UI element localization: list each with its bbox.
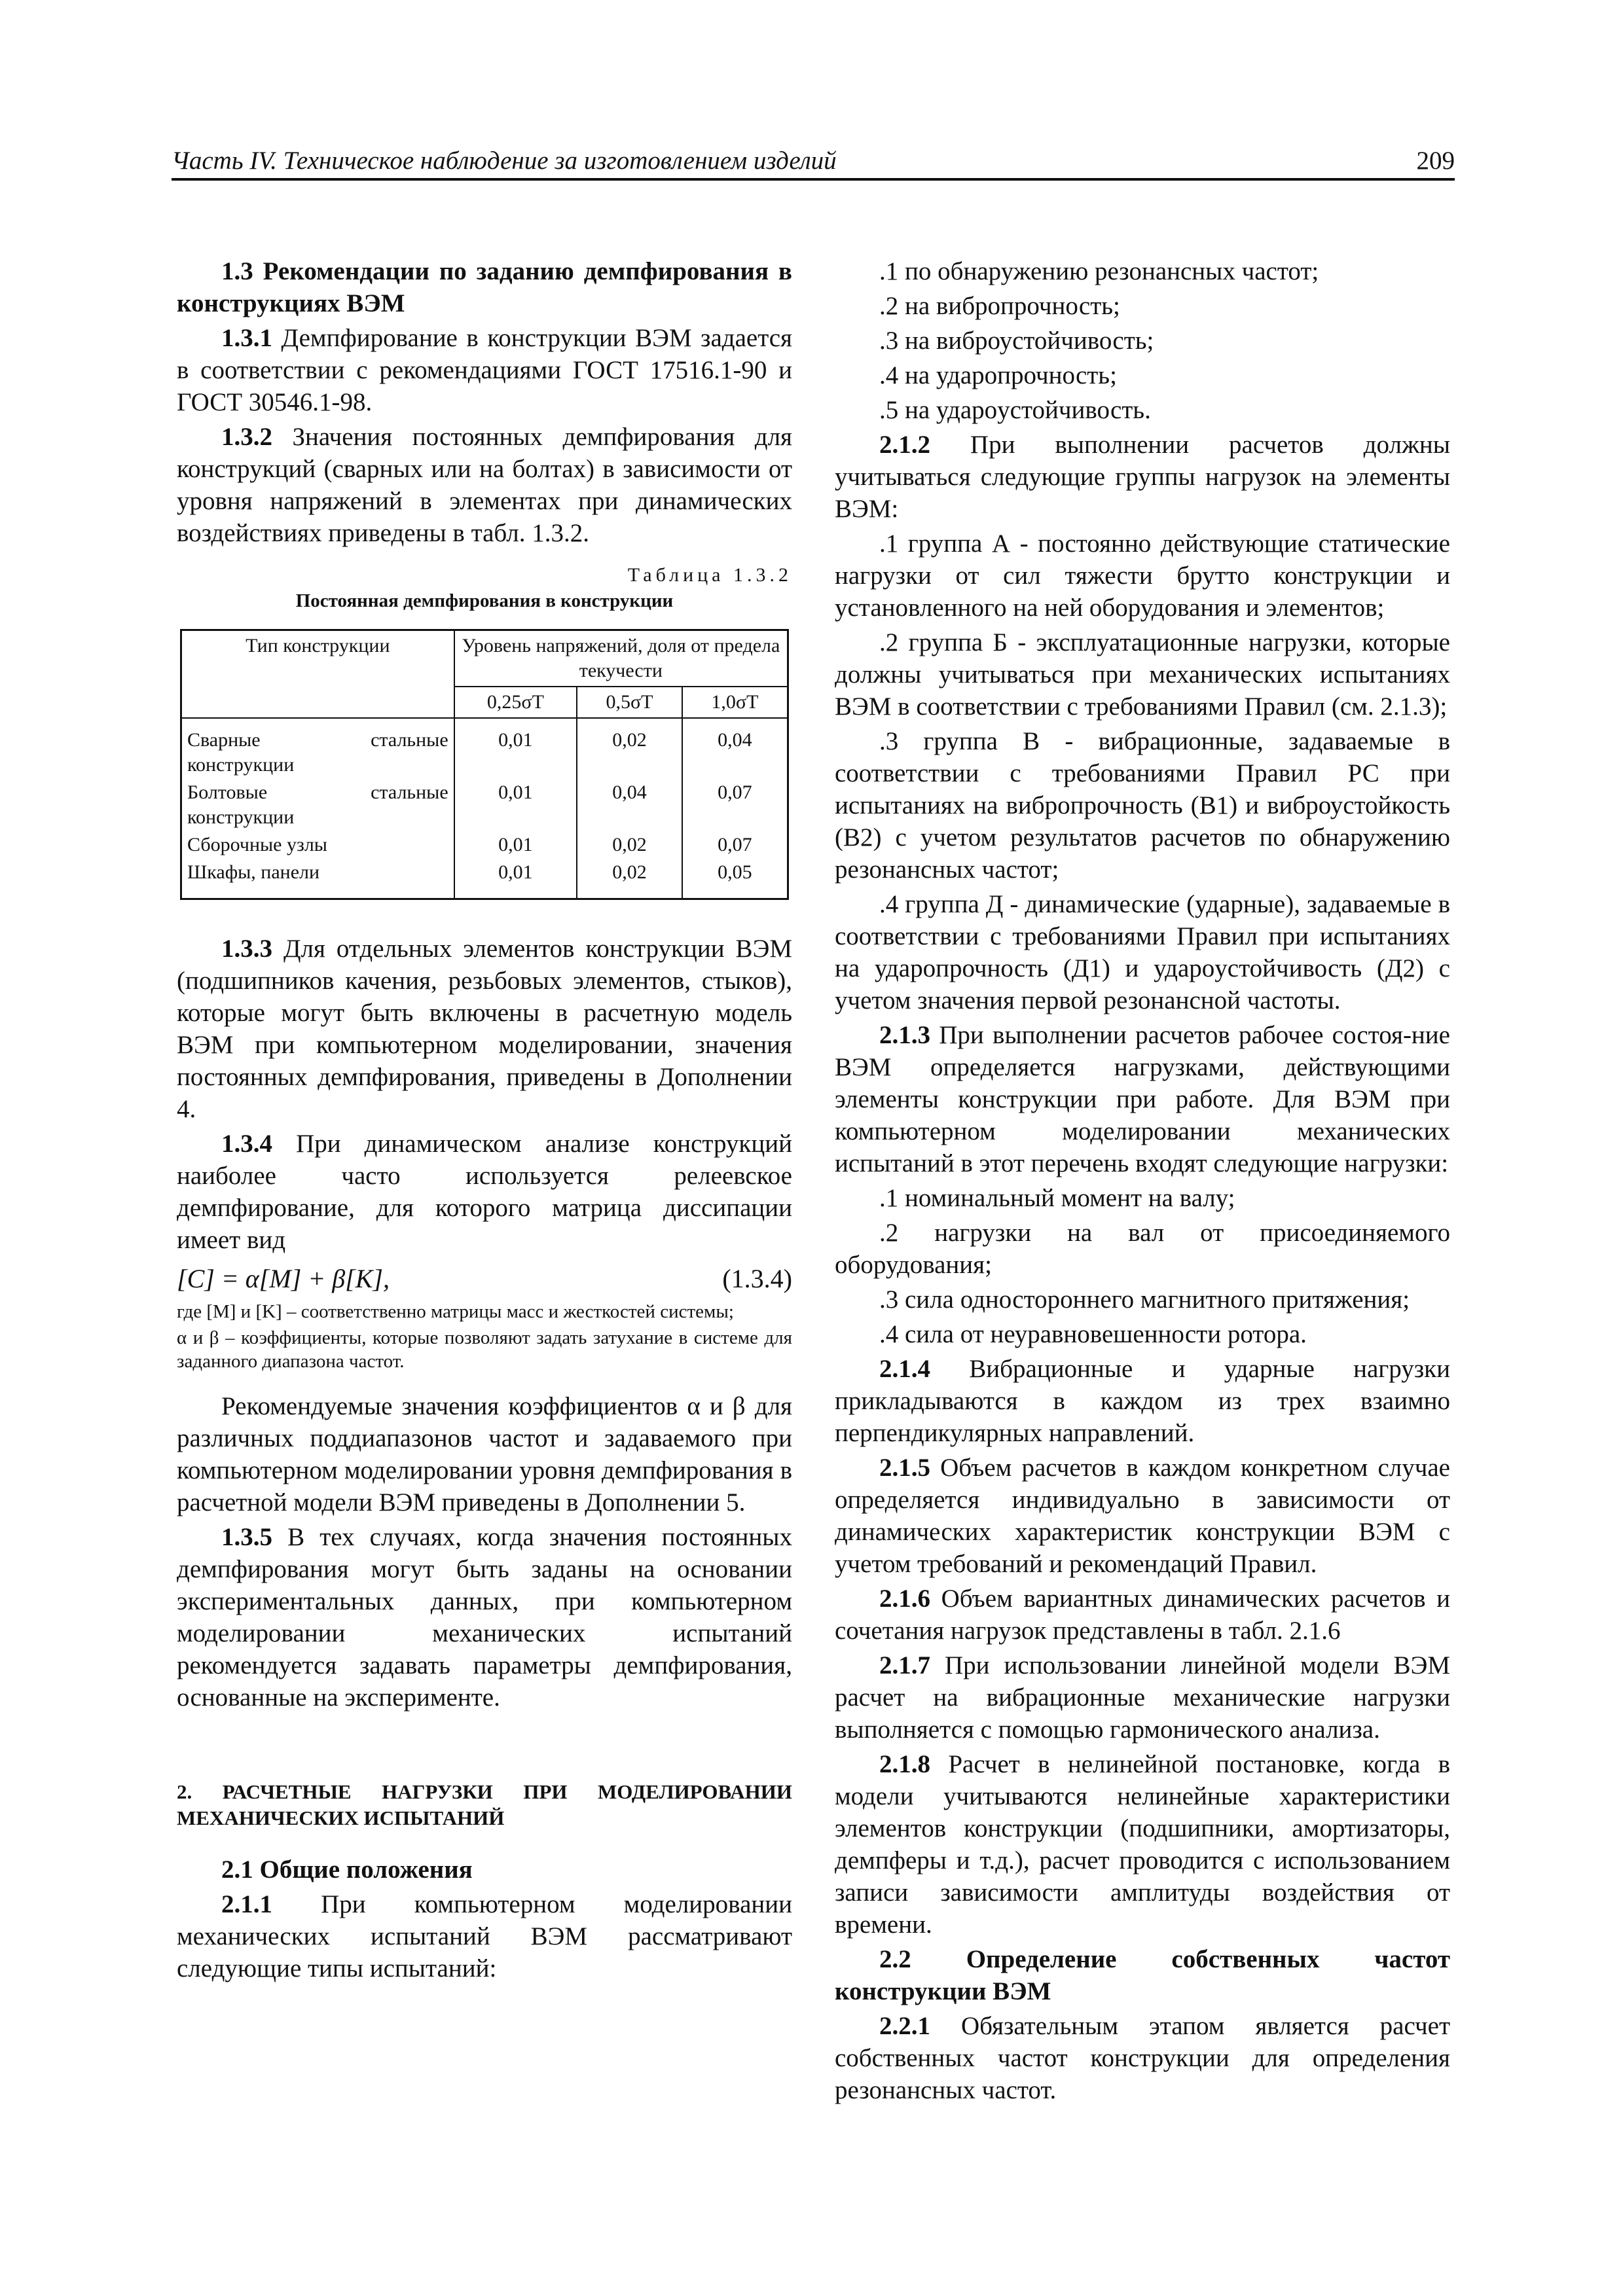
table-cell: Шкафы, панели xyxy=(181,859,454,899)
loads-list xyxy=(835,1182,1450,1350)
table-cell: 0,01 xyxy=(454,718,577,779)
para-number: 2.1.2 xyxy=(879,431,930,459)
list-item: .3 на виброустойчивость; xyxy=(879,327,1154,355)
paragraph-1-3-1 xyxy=(177,322,792,418)
para-number: 2.2.1 xyxy=(879,2012,930,2040)
paragraph-1-3-3 xyxy=(177,933,792,1125)
load-group-v: .3 группа В - вибрационные, задаваемые в соответствии с требованиями Правил РС при испытаниях на вибропрочность (В1) и виброустойкость (В2) с учетом результатов расчетов по обнаружению резонансных частот; xyxy=(835,727,1450,884)
paragraph-2-1-3 xyxy=(835,1019,1450,1179)
left-column xyxy=(177,255,792,1987)
table-cell: 0,02 xyxy=(577,718,682,779)
table-subheader: 0,5σТ xyxy=(577,687,682,718)
paragraph-2-2-1 xyxy=(835,2010,1450,2106)
paragraph-2-1-6 xyxy=(835,1583,1450,1647)
table-subheader: 1,0σТ xyxy=(682,687,788,718)
list-item: .4 сила от неуравновешенности ротора. xyxy=(879,1320,1307,1348)
table-title: Постоянная демпфирования в конструкции xyxy=(295,590,674,611)
table-cell: 0,07 xyxy=(682,831,788,859)
load-group-a: .1 группа А - постоянно действующие статические нагрузки от сил тяжести брутто конструкции и установленного на ней оборудования и элементов; xyxy=(835,529,1450,622)
para-number: 2.1.5 xyxy=(879,1454,930,1482)
paragraph-recommendations: Рекомендуемые значения коэффициентов α и β для различных поддиапазонов частот и задаваемого при компьютерном моделировании уровня демпфирования в расчетной модели ВЭМ приведены в Дополнении 5. xyxy=(177,1392,792,1516)
paragraph-1-3-5 xyxy=(177,1521,792,1713)
section-2-1-heading: 2.1 Общие положения xyxy=(221,1856,473,1884)
section-1-3-heading: 1.3 Рекомендации по заданию демпфирования в конструкциях ВЭМ xyxy=(177,257,792,317)
table-cell: 0,04 xyxy=(682,718,788,779)
formula-note-1: где [M] и [K] – соответственно матрицы масс и жесткостей системы; xyxy=(177,1301,734,1322)
list-item: .1 по обнаружению резонансных частот; xyxy=(879,257,1319,285)
table-cell: 0,01 xyxy=(454,831,577,859)
table-cell: 0,02 xyxy=(577,831,682,859)
para-number: 1.3.3 xyxy=(221,935,272,963)
para-text: При компьютерном моделировании механических испытаний ВЭМ рассматривают следующие типы испытаний: xyxy=(177,1890,792,1982)
paragraph-2-1-7 xyxy=(835,1649,1450,1746)
table-cell: Сварные стальные конструкции xyxy=(181,718,454,779)
load-group-d: .4 группа Д - динамические (ударные), задаваемые в соответствии с требованиями Правил при испытаниях на ударопрочность (Д1) и ударoустойчивость (Д2) с учетом значения первой резонансной частоты. xyxy=(835,890,1450,1014)
section-2-2-heading: 2.2 Определение собственных частот конструкции ВЭМ xyxy=(835,1945,1450,2005)
para-number: 1.3.2 xyxy=(221,423,272,451)
para-text: При выполнении расчетов рабочее состоя-ние ВЭМ определяется нагрузками, действующими элементы конструкции при работе. Для ВЭМ при компьютерном моделировании механических испытаний в этот перечень входят следующие нагрузки: xyxy=(835,1021,1450,1177)
paragraph-2-1-1 xyxy=(177,1888,792,1984)
list-item: .2 нагрузки на вал от присоединяемого оборудования; xyxy=(835,1219,1450,1279)
para-text: Расчет в нелинейной постановке, когда в модели учитываются нелинейные характеристики элементов конструкции (подшипники, амортизаторы, демпферы и т.д.), расчет проводится с использованием записи зависимости амплитуды воздействия от времени. xyxy=(835,1750,1450,1939)
table-header-type: Тип конструкции xyxy=(181,630,454,719)
paragraph-2-1-5 xyxy=(835,1452,1450,1580)
para-number: 1.3.5 xyxy=(221,1523,272,1551)
table-cell: 0,01 xyxy=(454,779,577,831)
para-text: Обязательным этапом является расчет собственных частот конструкции для определения резонансных частот. xyxy=(835,2012,1450,2104)
section-2-heading: 2. РАСЧЕТНЫЕ НАГРУЗКИ ПРИ МОДЕЛИРОВАНИИ МЕХАНИЧЕСКИХ ИСПЫТАНИЙ xyxy=(177,1780,792,1829)
table-cell: 0,01 xyxy=(454,859,577,899)
para-text: Демпфирование в конструкции ВЭМ задается в соответствии с рекомендациями ГОСТ 17516.1-90 и ГОСТ 30546.1-98. xyxy=(177,324,792,416)
list-item: .1 номинальный момент на валу; xyxy=(879,1184,1235,1212)
formula-expression: [C] = α[M] + β[K], xyxy=(177,1264,390,1293)
para-number: 1.3.1 xyxy=(221,324,272,352)
para-text: Объем расчетов в каждом конкретном случае определяется индивидуально в зависимости от динамических характеристик конструкции ВЭМ с учетом требований и рекомендаций Правил. xyxy=(835,1454,1450,1578)
header-rule xyxy=(172,178,1455,181)
para-text: При динамическом анализе конструкций наиболее часто используется релеевское демпфирование, для которого матрица диссипации имеет вид xyxy=(177,1130,792,1254)
table-row xyxy=(181,831,788,859)
paragraph-1-3-4 xyxy=(177,1128,792,1256)
para-text: Объем вариантных динамических расчетов и сочетания нагрузок представлены в табл. 2.1.6 xyxy=(835,1585,1450,1645)
table-cell: 0,04 xyxy=(577,779,682,831)
paragraph-2-1-8 xyxy=(835,1748,1450,1941)
table-cell: Сборочные узлы xyxy=(181,831,454,859)
para-text: Вибрационные и ударные нагрузки прикладываются в каждом из трех взаимно перпендикулярных направлений. xyxy=(835,1355,1450,1447)
para-text: При использовании линейной модели ВЭМ расчет на вибрационные механические нагрузки выполняется с помощью гармонического анализа. xyxy=(835,1651,1450,1744)
table-row xyxy=(181,718,788,779)
page-number: 209 xyxy=(1416,147,1455,175)
para-number: 2.1.7 xyxy=(879,1651,930,1679)
para-number: 2.1.6 xyxy=(879,1585,930,1613)
damping-table xyxy=(180,629,789,900)
formula-number: (1.3.4) xyxy=(722,1264,792,1293)
table-row xyxy=(181,859,788,899)
para-text: В тех случаях, когда значения постоянных демпфирования могут быть заданы на основании экспериментальных данных, при компьютерном моделировании механических испытаний рекомендуется задавать параметры демпфирования, основанные на эксперименте. xyxy=(177,1523,792,1712)
table-cell: 0,05 xyxy=(682,859,788,899)
para-number: 2.1.1 xyxy=(221,1890,272,1918)
table-cell: 0,02 xyxy=(577,859,682,899)
table-cell: Болтовые стальные конструкции xyxy=(181,779,454,831)
running-header xyxy=(172,141,1455,180)
formula-note-2: α и β – коэффициенты, которые позволяют задать затухание в системе для заданного диапазона частот. xyxy=(177,1327,792,1372)
para-number: 2.1.3 xyxy=(879,1021,930,1049)
table-caption: Таблица 1.3.2 xyxy=(627,564,792,586)
paragraph-2-1-4 xyxy=(835,1353,1450,1449)
table-row xyxy=(181,779,788,831)
header-title: Часть IV. Техническое наблюдение за изготовлением изделий xyxy=(172,147,837,175)
list-item: .3 сила одностороннего магнитного притяжения; xyxy=(879,1285,1410,1314)
formula-1-3-4 xyxy=(177,1263,792,1295)
table-subheader: 0,25σТ xyxy=(454,687,577,718)
paragraph-1-3-2 xyxy=(177,421,792,549)
para-text: Значения постоянных демпфирования для конструкций (сварных или на болтах) в зависимости от уровня напряжений в элементах при динамических воздействиях приведены в табл. 1.3.2. xyxy=(177,423,792,547)
para-number: 2.1.8 xyxy=(879,1750,930,1778)
list-item: .4 на ударопрочность; xyxy=(879,361,1117,389)
list-item: .5 на ударoустойчивость. xyxy=(879,396,1151,424)
para-number: 2.1.4 xyxy=(879,1355,930,1383)
load-group-b: .2 группа Б - эксплуатационные нагрузки, которые должны учитываться при механических испытаниях ВЭМ в соответствии с требованиями Правил (см. 2.1.3); xyxy=(835,628,1450,721)
paragraph-2-1-2 xyxy=(835,429,1450,525)
para-text: Для отдельных элементов конструкции ВЭМ (подшипников качения, резьбовых элементов, стыков), которые могут быть включены в расчетную модель ВЭМ при компьютерном моделировании, значения постоянных демпфирования, приведены в Дополнении 4. xyxy=(177,935,792,1123)
para-number: 1.3.4 xyxy=(221,1130,272,1158)
test-types-list xyxy=(835,255,1450,426)
table-header-level: Уровень напряжений, доля от предела текучести xyxy=(454,630,788,687)
table-cell: 0,07 xyxy=(682,779,788,831)
right-column xyxy=(835,255,1450,2109)
list-item: .2 на вибропрочность; xyxy=(879,292,1120,320)
para-text: При выполнении расчетов должны учитываться следующие группы нагрузок на элементы ВЭМ: xyxy=(835,431,1450,523)
